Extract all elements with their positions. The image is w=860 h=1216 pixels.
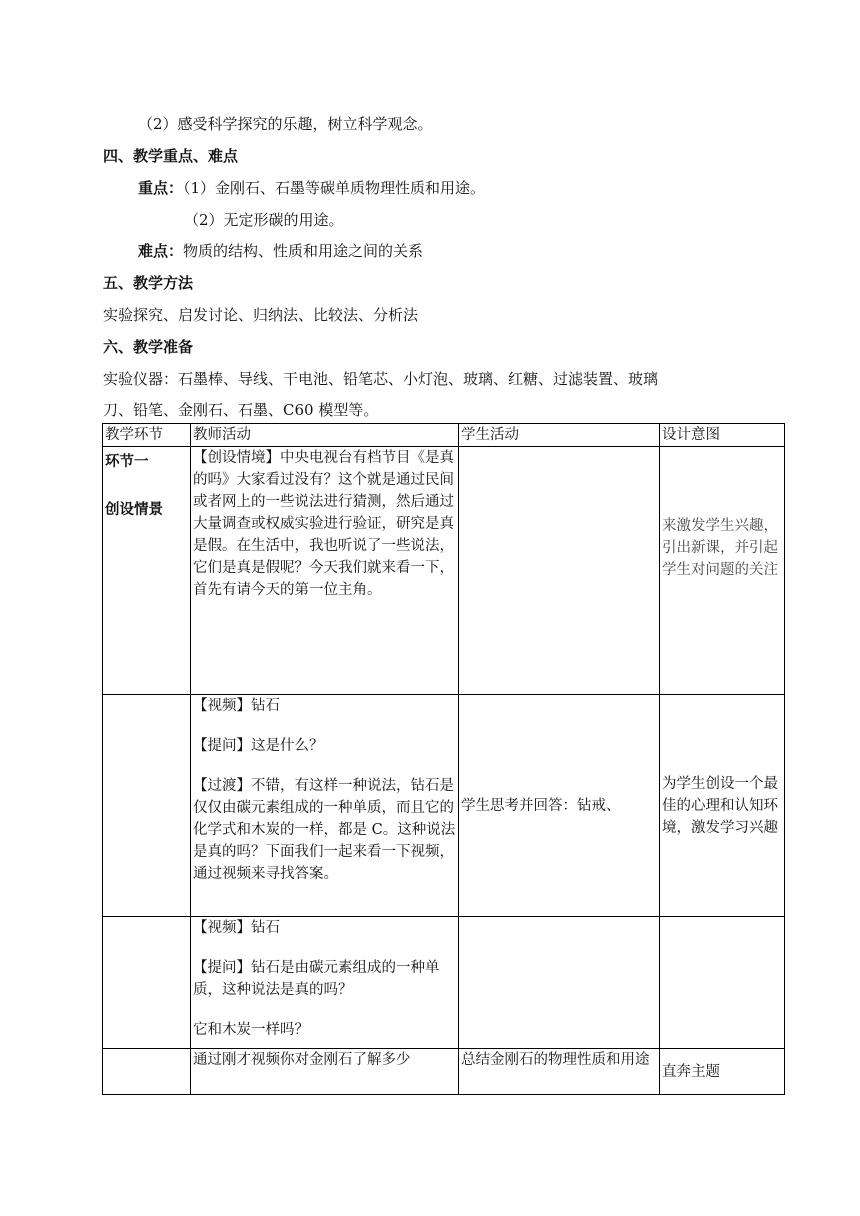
design-intent: 来激发学生兴趣，引出新课，并引起学生对问题的关注 bbox=[662, 518, 778, 578]
student-activity-cell bbox=[459, 695, 660, 917]
teacher-activity: 【创设情境】中央电视台有档节目《是真的吗》大家看过没有？这个就是通过民间或者网上的一些说法进行猜测，然后通过大量调查或权威实验进行验证，研究是真是假。在生活中，我也听说了一些说法，它们是真是假呢？今天我们就来看一下，首先有请今天的第一位主角。 bbox=[193, 450, 454, 598]
design-intent-cell bbox=[660, 1049, 785, 1095]
teacher-activity-cell bbox=[191, 1049, 459, 1095]
teacher-activity-cell bbox=[191, 447, 459, 695]
teacher-activity: 通过刚才视频你对金刚石了解多少 bbox=[193, 1052, 411, 1068]
methods-text: 实验探究、启发讨论、归纳法、比较法、分析法 bbox=[103, 306, 419, 324]
table-row bbox=[103, 447, 785, 695]
student-activity-cell bbox=[459, 917, 660, 1049]
stage-cell bbox=[103, 447, 191, 695]
section-5-title: 五、教学方法 bbox=[103, 274, 194, 292]
prep-line-1: 实验仪器：石墨棒、导线、干电池、铅笔芯、小灯泡、玻璃、红糖、过滤装置、玻璃 bbox=[103, 370, 659, 388]
stage-label-2: 创设情景 bbox=[105, 502, 163, 518]
section-6-title: 六、教学准备 bbox=[103, 338, 194, 356]
lesson-plan-table bbox=[102, 423, 785, 1095]
design-intent-cell bbox=[660, 695, 785, 917]
difficulty-label: 难点： bbox=[138, 242, 184, 260]
key-point-1 bbox=[138, 178, 485, 198]
teacher-video: 【视频】钻石 bbox=[193, 920, 280, 936]
key-label: 重点： bbox=[138, 179, 184, 197]
stage-cell bbox=[103, 695, 191, 917]
difficulty-text: 物质的结构、性质和用途之间的关系 bbox=[183, 242, 424, 260]
teacher-transition: 【过渡】不错，有这样一种说法，钻石是仅仅由碳元素组成的一种单质，而且它的化学式和木炭的一样，都是 C。这种说法是真的吗？下面我们一起来看一下视频，通过视频来寻找答案。 bbox=[193, 778, 456, 882]
student-activity: 总结金刚石的物理性质和用途 bbox=[461, 1052, 650, 1068]
table-row bbox=[103, 917, 785, 1049]
prep-line-2: 刀、铅笔、金刚石、石墨、C60 模型等。 bbox=[103, 401, 379, 419]
teacher-question: 【提问】这是什么？ bbox=[193, 738, 324, 754]
stage-cell bbox=[103, 1049, 191, 1095]
teacher-question: 【提问】钻石是由碳元素组成的一种单质，这种说法是真的吗？ bbox=[193, 960, 440, 998]
table-header-row bbox=[103, 424, 785, 447]
teacher-followup: 它和木炭一样吗？ bbox=[193, 1022, 309, 1038]
student-activity: 学生思考并回答：钻戒、 bbox=[461, 797, 621, 814]
objective-2: （2）感受科学探究的乐趣，树立科学观念。 bbox=[138, 115, 433, 133]
design-intent: 直奔主题 bbox=[662, 1063, 720, 1080]
header-stage: 教学环节 bbox=[103, 424, 191, 447]
header-teacher: 教师活动 bbox=[191, 424, 459, 447]
stage-label-1: 环节一 bbox=[105, 454, 149, 470]
stage-cell bbox=[103, 917, 191, 1049]
difficulty bbox=[138, 241, 423, 261]
design-intent-cell bbox=[660, 917, 785, 1049]
key-text-1: （1）金刚石、石墨等碳单质物理性质和用途。 bbox=[183, 179, 486, 197]
student-activity-cell bbox=[459, 447, 660, 695]
table-row bbox=[103, 695, 785, 917]
key-point-2: （2）无定形碳的用途。 bbox=[184, 211, 344, 229]
teacher-activity-cell bbox=[191, 917, 459, 1049]
header-student: 学生活动 bbox=[459, 424, 660, 447]
teacher-activity-cell bbox=[191, 695, 459, 917]
design-intent: 为学生创设一个最佳的心理和认知环境，激发学习兴趣 bbox=[662, 775, 778, 836]
header-intent: 设计意图 bbox=[660, 424, 785, 447]
table-row bbox=[103, 1049, 785, 1095]
teacher-video: 【视频】钻石 bbox=[193, 698, 280, 714]
section-4-title: 四、教学重点、难点 bbox=[103, 147, 239, 165]
design-intent-cell bbox=[660, 447, 785, 695]
student-activity-cell bbox=[459, 1049, 660, 1095]
